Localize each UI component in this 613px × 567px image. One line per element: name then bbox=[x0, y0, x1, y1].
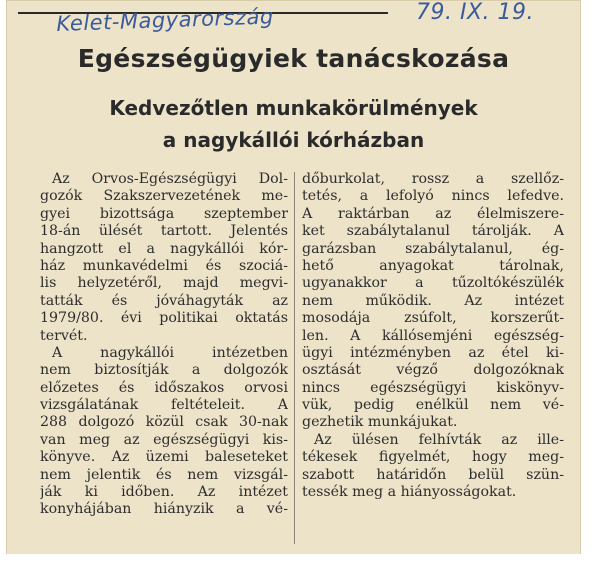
article-text-line: szabott határidőn belül szün- bbox=[302, 466, 564, 483]
article-text-line: gozók Szakszervezetének me- bbox=[40, 188, 288, 205]
handwritten-source-note: Kelet-Magyarország bbox=[56, 4, 275, 36]
article-text-line: ják ki időben. Az intézet bbox=[40, 484, 288, 501]
article-text-line: dőburkolat, rossz a szellőz- bbox=[302, 171, 564, 187]
article-text-line: hangzott el a nagykállói kór- bbox=[40, 240, 288, 257]
article-text-line: hető anyagokat tárolnak, bbox=[302, 257, 564, 274]
article-text-line: könyve. Az üzemi baleseteket bbox=[40, 449, 288, 466]
scan-margin bbox=[0, 554, 613, 567]
article-text-line: nem jelentik és nem vizsgál- bbox=[40, 466, 288, 483]
article-text-line: 1979/80. évi politikai oktatás bbox=[40, 310, 288, 327]
article-text-line: előzetes és időszakos orvosi bbox=[40, 379, 288, 396]
article-column-right bbox=[302, 171, 564, 501]
article-subtitle-line-1: Kedvezőtlen munkakörülmények bbox=[109, 96, 478, 120]
article-text-line: nincs egészségügyi kiskönyv- bbox=[302, 379, 564, 396]
article-text-line: tetés, a lefolyó nincs lefedve. bbox=[302, 188, 564, 205]
article-text-line: osztását végző dolgozóknak bbox=[302, 362, 564, 379]
newspaper-clipping bbox=[6, 0, 581, 556]
article-text-line: tatták és jóváhagyták az bbox=[40, 292, 288, 309]
article-text-line: konyhájában hiányzik a vé- bbox=[40, 501, 288, 518]
article-text-line: Az Orvos-Egészségügyi Dol- bbox=[52, 171, 288, 187]
article-text-line: vük, pedig enélkül nem vé- bbox=[302, 397, 564, 414]
article-subtitle-line-2: a nagykállói kórházban bbox=[162, 128, 425, 152]
article-text-line: ház munkavédelmi és szociá- bbox=[40, 257, 288, 274]
article-text-line: 18-án ülését tartott. Jelentés bbox=[40, 223, 288, 240]
article-text-line: nem működik. Az intézet bbox=[302, 292, 564, 309]
article-text-line: gezhetik munkájukat. bbox=[302, 414, 458, 431]
article-column-left bbox=[40, 171, 288, 519]
article-text-line: tervét. bbox=[40, 327, 88, 344]
article-text-line: tékesek figyelmét, hogy meg- bbox=[302, 449, 564, 466]
column-divider bbox=[294, 172, 295, 544]
article-text-line: garázsban szabálytalanul, ég- bbox=[302, 240, 564, 257]
article-text-line: van meg az egészségügyi kis- bbox=[40, 431, 288, 448]
article-text-line: 288 dolgozó közül csak 30-nak bbox=[40, 414, 288, 431]
article-text-line: ugyanakkor a tűzoltókészülék bbox=[302, 275, 564, 292]
article-text-line: ügyi intézményben az étel ki- bbox=[302, 344, 564, 361]
article-text-line: A raktárban az élelmiszere- bbox=[302, 205, 564, 222]
article-text-line: Az ülésen felhívták az ille- bbox=[314, 431, 564, 448]
article-title: Egészségügyiek tanácskozása bbox=[77, 44, 510, 73]
article-text-line: len. A kállósemjéni egészség- bbox=[302, 327, 564, 344]
article-text-line: mosodája zsúfolt, korszerűt- bbox=[302, 310, 564, 327]
article-text-line: tessék meg a hiányosságokat. bbox=[302, 484, 517, 501]
article-text-line: ket szabálytalanul tárolják. A bbox=[302, 223, 564, 240]
article-text-line: A nagykállói intézetben bbox=[52, 344, 288, 361]
handwritten-date-note: 79. IX. 19. bbox=[416, 0, 535, 25]
article-text-line: gyei bizottsága szeptember bbox=[40, 205, 288, 222]
article-text-line: nem biztosítják a dolgozók bbox=[40, 362, 288, 379]
article-text-line: vizsgálatának feltételeit. A bbox=[40, 397, 288, 414]
article-text-line: lis helyzetéről, majd megvi- bbox=[40, 275, 288, 292]
